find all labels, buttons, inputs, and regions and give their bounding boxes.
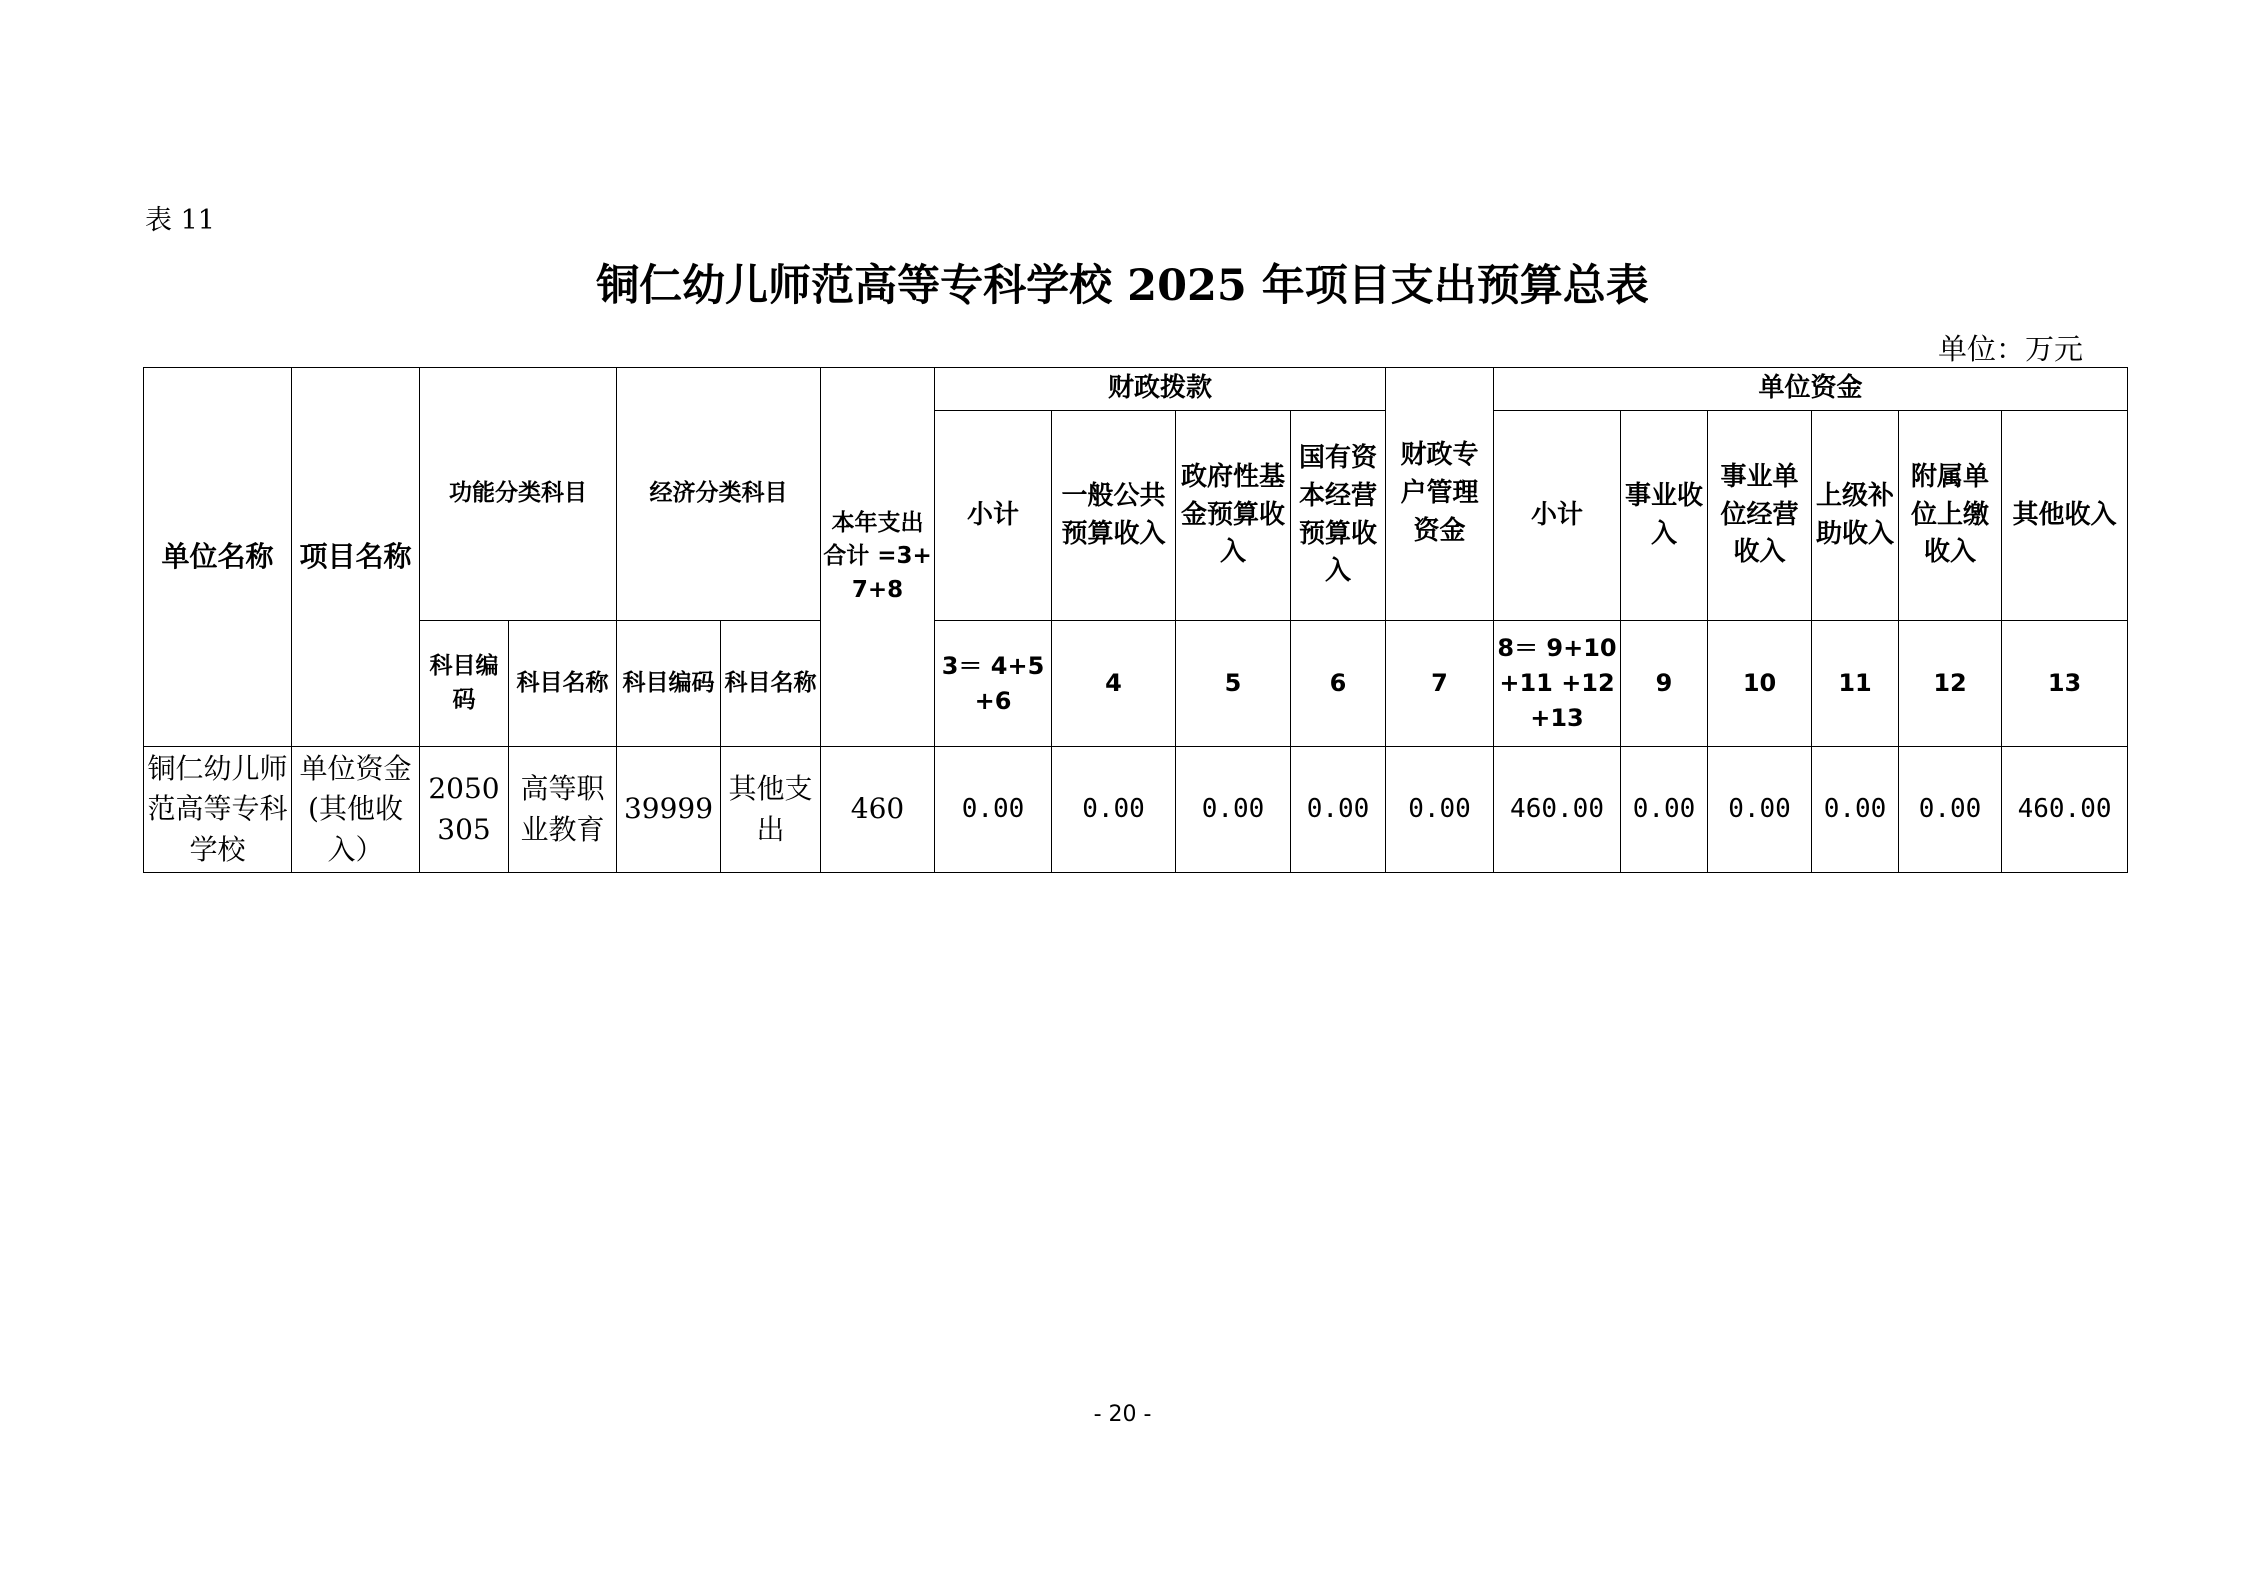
col-number-10: 10 bbox=[1708, 621, 1812, 747]
cell-econ-name: 其他支出 bbox=[721, 747, 821, 873]
header-econ-name: 科目名称 bbox=[721, 621, 821, 747]
header-superior-subsidy: 上级补助收入 bbox=[1812, 411, 1899, 621]
header-fiscal-special: 财政专户管理资金 bbox=[1386, 368, 1494, 621]
header-func-class: 功能分类科目 bbox=[420, 368, 617, 621]
page-title: 铜仁幼儿师范高等专科学校 2025 年项目支出预算总表 bbox=[596, 261, 1649, 311]
header-fiscal-subtotal: 小计 bbox=[935, 411, 1052, 621]
col-number-12: 12 bbox=[1899, 621, 2002, 747]
table-row bbox=[144, 747, 2128, 873]
col-number-8: 8＝ 9+10+11 +12+13 bbox=[1494, 621, 1621, 747]
col-number-3: 3＝ 4+5+6 bbox=[935, 621, 1052, 747]
cell-business-income: 0.00 bbox=[1621, 747, 1708, 873]
header-project-name: 项目名称 bbox=[292, 368, 420, 747]
cell-state-capital: 0.00 bbox=[1291, 747, 1386, 873]
col-number-7: 7 bbox=[1386, 621, 1494, 747]
cell-func-code: 2050305 bbox=[420, 747, 509, 873]
col-number-9: 9 bbox=[1621, 621, 1708, 747]
header-econ-class: 经济分类科目 bbox=[617, 368, 821, 621]
header-affiliated-payment: 附属单位上缴收入 bbox=[1899, 411, 2002, 621]
col-number-4: 4 bbox=[1052, 621, 1176, 747]
header-func-code: 科目编码 bbox=[420, 621, 509, 747]
header-other-income: 其他收入 bbox=[2002, 411, 2128, 621]
cell-superior-subsidy: 0.00 bbox=[1812, 747, 1899, 873]
col-number-6: 6 bbox=[1291, 621, 1386, 747]
header-unit-name: 单位名称 bbox=[144, 368, 292, 747]
header-general-public: 一般公共预算收入 bbox=[1052, 411, 1176, 621]
header-business-income: 事业收入 bbox=[1621, 411, 1708, 621]
cell-fiscal-special: 0.00 bbox=[1386, 747, 1494, 873]
cell-other-income: 460.00 bbox=[2002, 747, 2128, 873]
col-number-11: 11 bbox=[1812, 621, 1899, 747]
table-label: 表 11 bbox=[145, 205, 215, 236]
header-func-name: 科目名称 bbox=[509, 621, 617, 747]
cell-gov-fund: 0.00 bbox=[1176, 747, 1291, 873]
cell-project-name: 单位资金(其他收入） bbox=[292, 747, 420, 873]
page-number: - 20 - bbox=[1093, 1402, 1152, 1427]
cell-affiliated-payment: 0.00 bbox=[1899, 747, 2002, 873]
cell-unit-subtotal: 460.00 bbox=[1494, 747, 1621, 873]
cell-econ-code: 39999 bbox=[617, 747, 721, 873]
cell-general-public: 0.00 bbox=[1052, 747, 1176, 873]
cell-func-name: 高等职业教育 bbox=[509, 747, 617, 873]
header-fiscal-grant: 财政拨款 bbox=[935, 368, 1386, 411]
header-unit-subtotal: 小计 bbox=[1494, 411, 1621, 621]
cell-business-operation: 0.00 bbox=[1708, 747, 1812, 873]
col-number-13: 13 bbox=[2002, 621, 2128, 747]
header-gov-fund: 政府性基金预算收入 bbox=[1176, 411, 1291, 621]
header-unit-funds: 单位资金 bbox=[1494, 368, 2128, 411]
cell-fiscal-subtotal: 0.00 bbox=[935, 747, 1052, 873]
cell-unit-name: 铜仁幼儿师范高等专科学校 bbox=[144, 747, 292, 873]
cell-total: 460 bbox=[821, 747, 935, 873]
budget-table bbox=[143, 367, 2128, 873]
header-total: 本年支出合计 =3+7+8 bbox=[821, 368, 935, 747]
col-number-5: 5 bbox=[1176, 621, 1291, 747]
header-econ-code: 科目编码 bbox=[617, 621, 721, 747]
header-business-operation: 事业单位经营收入 bbox=[1708, 411, 1812, 621]
unit-note: 单位：万元 bbox=[1937, 332, 2083, 366]
header-state-capital: 国有资本经营预算收入 bbox=[1291, 411, 1386, 621]
